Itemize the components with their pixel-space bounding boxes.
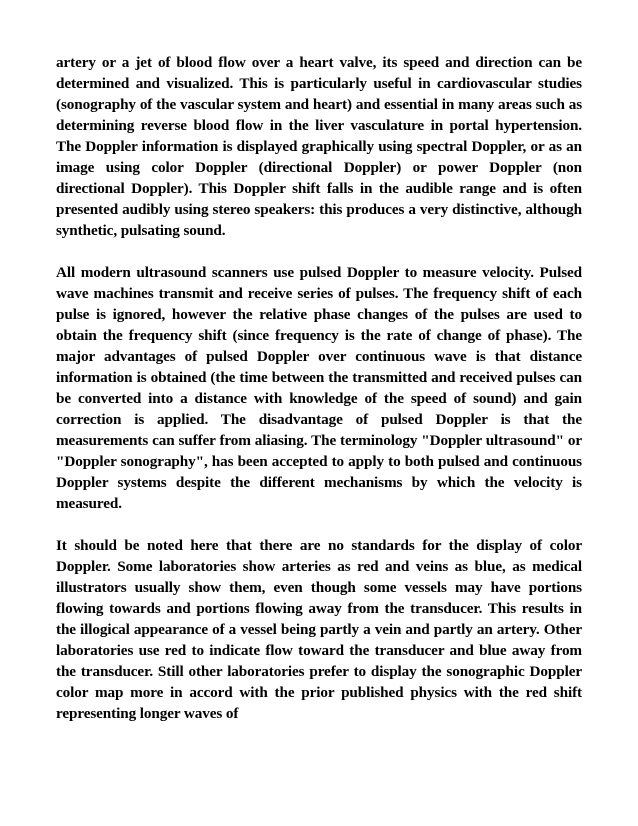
document-page	[56, 52, 582, 724]
paragraph-doppler-audible: artery or a jet of blood flow over a heart valve, its speed and direction can be determined and visualized. This is particularly useful in cardiovascular studies (sonography of the vascular system and heart) and essential in many areas such as determining reverse blood flow in the liver vasculature in portal hypertension. The Doppler information is displayed graphically using spectral Doppler, or as an image using color Doppler (directional Doppler) or power Doppler (non directional Doppler). This Doppler shift falls in the audible range and is often presented audibly using stereo speakers: this produces a very distinctive, although synthetic, pulsating sound.	[56, 54, 582, 239]
paragraph-color-doppler-standards: It should be noted here that there are no standards for the display of color Doppler. Some laboratories show arteries as red and veins as blue, as medical illustrators usually show them, even though some vessels may have portions flowing towards and portions flowing away from the transducer. This results in the illogical appearance of a vessel being partly a vein and partly an artery. Other laboratories use red to indicate flow toward the transducer and blue away from the transducer. Still other laboratories prefer to display the sonographic Doppler color map more in accord with the prior published physics with the red shift representing longer waves of	[56, 537, 582, 722]
paragraph-pulsed-doppler: All modern ultrasound scanners use pulsed Doppler to measure velocity. Pulsed wave machines transmit and receive series of pulses. The frequency shift of each pulse is ignored, however the relative phase changes of the pulses are used to obtain the frequency shift (since frequency is the rate of change of phase). The major advantages of pulsed Doppler over continuous wave is that distance information is obtained (the time between the transmitted and received pulses can be converted into a distance with knowledge of the speed of sound) and gain correction is applied. The disadvantage of pulsed Doppler is that the measurements can suffer from aliasing. The terminology "Doppler ultrasound" or "Doppler sonography", has been accepted to apply to both pulsed and continuous Doppler systems despite the different mechanisms by which the velocity is measured.	[56, 264, 582, 512]
